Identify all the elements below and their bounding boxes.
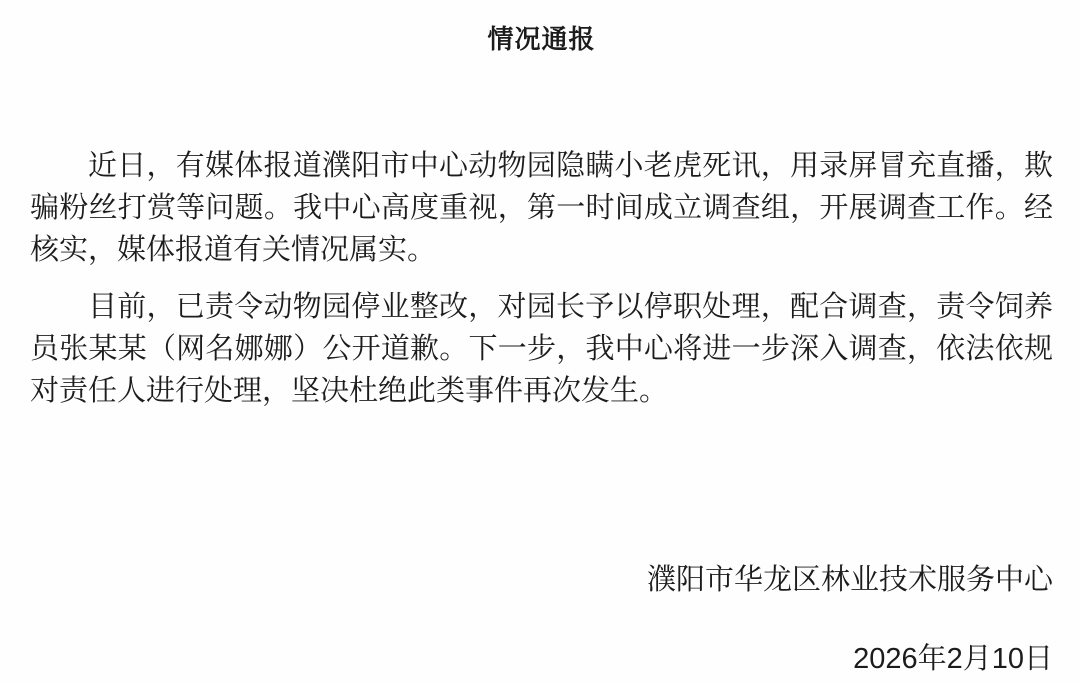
notice-title: 情况通报 [487,24,596,54]
notice-document [0,24,1080,683]
notice-paragraph-1: 近日，有媒体报道濮阳市中心动物园隐瞒小老虎死讯，用录屏冒充直播，欺骗粉丝打赏等问题。我中心高度重视，第一时间成立调查组，开展调查工作。经核实，媒体报道有关情况属实。 [30,150,1053,266]
notice-body [30,145,1053,412]
notice-date: 2026年2月10日 [853,643,1053,675]
notice-paragraph-2: 目前，已责令动物园停业整改，对园长予以停职处理，配合调查，责令饲养员张某某（网名娜娜）公开道歉。下一步，我中心将进一步深入调查，依法依规对责任人进行处理，坚决杜绝此类事件再次发生。 [30,291,1053,407]
issuer-signature: 濮阳市华龙区林业技术服务中心 [646,564,1053,596]
